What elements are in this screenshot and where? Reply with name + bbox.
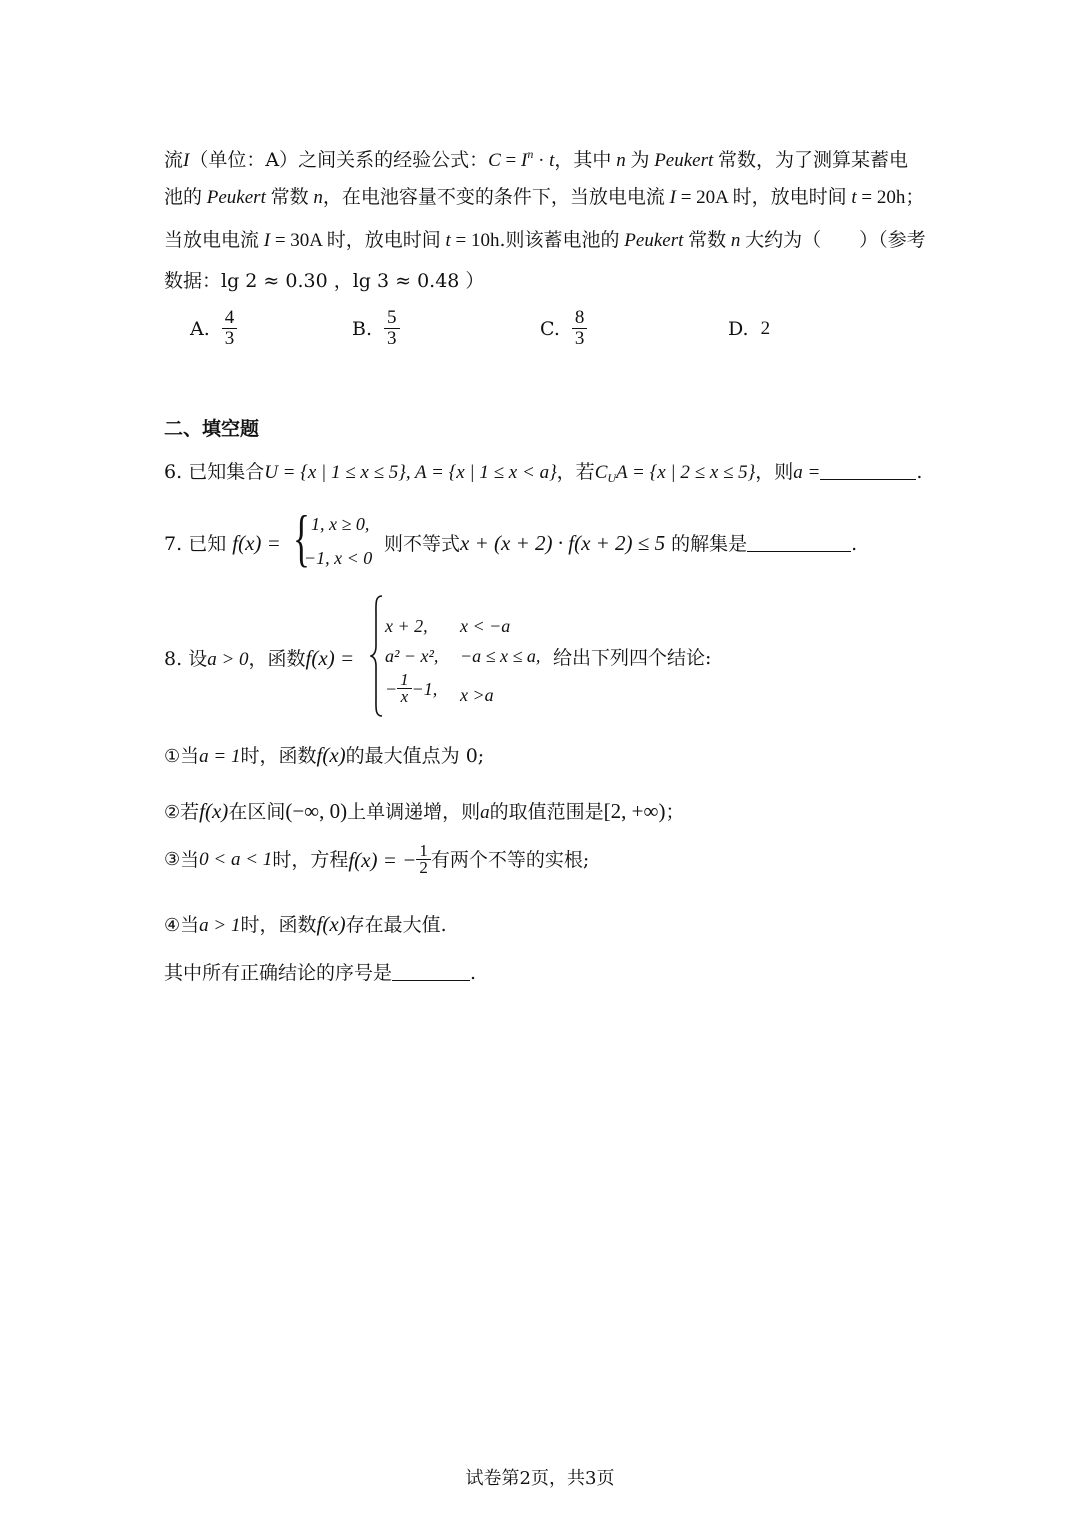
- choice-label: D.: [728, 318, 749, 340]
- q5-line-2: 池的 Peukert 常数 n，在电池容量不变的条件下，当放电电流 I = 20A 时，放电时间 t = 20h；: [164, 186, 925, 208]
- answer-blank-6[interactable]: [820, 461, 916, 480]
- brace-q7: {: [293, 502, 310, 573]
- q5-line-1: 流I（单位：A）之间关系的经验公式：$C = I^n \cdot t$，其中 n 为 Peukert 常数，为了测算某蓄电: [164, 147, 909, 171]
- section-heading: 二、填空题: [164, 418, 260, 440]
- fraction: $\frac{1}{x}$: [397, 672, 412, 705]
- q8-case-1-expr: x + 2,: [385, 616, 428, 636]
- q8-case-2-cond: −a ≤ x ≤ a,: [460, 646, 541, 666]
- question-7-tail: 则不等式x + (x + 2) · f(x + 2) ≤ 5 的解集是 .: [384, 531, 858, 555]
- page-footer: 试卷第2页，共3页: [465, 1468, 615, 1489]
- q5-line-4: 数据：lg 2 ≈ 0.30 ，lg 3 ≈ 0.48 ）: [164, 270, 485, 292]
- answer-blank-8[interactable]: [392, 962, 470, 981]
- choice-fraction: $\frac{8}{3}$: [572, 308, 588, 349]
- choice-b[interactable]: [352, 308, 400, 349]
- final-question: 其中所有正确结论的序号是 .: [164, 962, 477, 984]
- choice-label: C.: [540, 317, 560, 340]
- fraction: $\frac{1}{2}$: [416, 843, 431, 876]
- choice-fraction: $\frac{4}{3}$: [222, 308, 238, 349]
- answer-blank-7[interactable]: [747, 533, 851, 552]
- question-7-lead: 7. 已知 f(x) =: [164, 531, 281, 555]
- question-8-lead: 8. 设a > 0，函数f(x) =: [164, 646, 355, 670]
- choice-label: B.: [352, 317, 373, 340]
- q8-case-1-cond: x < −a: [460, 616, 511, 636]
- q8-case-3-cond: x >a: [460, 685, 494, 705]
- statement-3: ③ 当 0 < a < 1 时，方程 f(x) = − $\frac{1}{2}$ 有两个不等的实根;: [164, 841, 590, 877]
- choice-a[interactable]: [190, 308, 237, 349]
- choice-c[interactable]: [540, 308, 587, 349]
- statement-4: ④当a > 1时，函数f(x)存在最大值.: [164, 912, 447, 936]
- q8-case-2-expr: a² − x²,: [385, 646, 439, 666]
- choice-d[interactable]: [728, 318, 770, 340]
- statement-1: ①当a = 1时，函数f(x)的最大值点为 0;: [164, 743, 485, 767]
- brace-q8: [370, 594, 384, 718]
- choice-label: A.: [190, 317, 210, 340]
- q7-case-1: 1, x ≥ 0,: [311, 514, 370, 534]
- choice-fraction: $\frac{5}{3}$: [384, 308, 400, 349]
- q5-line-3: 当放电电流 I = 30A 时，放电时间 t = 10h.则该蓄电池的 Peukert 常数 n 大约为（ ）（参考: [164, 229, 926, 251]
- question-8-tail: 给出下列四个结论:: [553, 647, 712, 669]
- q8-case-3-expr: − $\frac{1}{x}$ −1,: [385, 670, 438, 706]
- q7-case-2: −1, x < 0: [304, 548, 373, 568]
- choice-value: 2: [760, 318, 771, 339]
- question-6: 6. 已知集合U = {x | 1 ≤ x ≤ 5}, A = {x | 1 ≤ x < a}，若$C_UA = \{x$ | 2 ≤ x ≤ 5}，则a = .: [164, 461, 923, 485]
- statement-2: ②若f(x)在区间(−∞, 0)上单调递增，则a的取值范围是[2, +∞)；: [164, 799, 685, 823]
